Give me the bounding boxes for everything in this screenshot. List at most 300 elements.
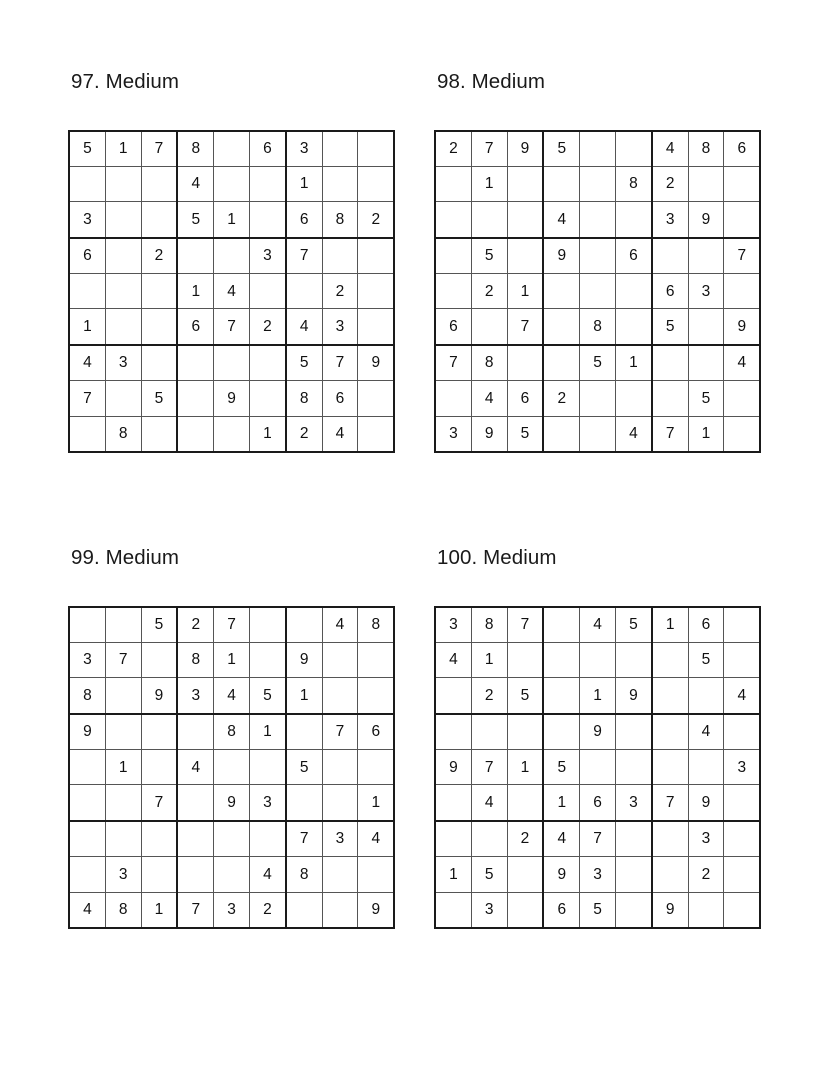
sudoku-cell[interactable] xyxy=(322,785,358,821)
sudoku-cell[interactable]: 1 xyxy=(214,202,250,238)
sudoku-cell[interactable]: 5 xyxy=(652,309,688,345)
sudoku-cell[interactable] xyxy=(249,345,285,381)
sudoku-cell[interactable] xyxy=(435,238,471,274)
sudoku-cell[interactable] xyxy=(543,166,579,201)
sudoku-cell[interactable] xyxy=(322,131,358,167)
sudoku-cell[interactable]: 7 xyxy=(214,607,250,643)
sudoku-cell[interactable] xyxy=(435,821,471,857)
sudoku-grid[interactable] xyxy=(434,606,761,930)
sudoku-cell[interactable] xyxy=(177,238,213,274)
sudoku-cell[interactable]: 4 xyxy=(580,607,616,643)
sudoku-cell[interactable]: 4 xyxy=(435,642,471,677)
sudoku-cell[interactable]: 2 xyxy=(141,238,177,274)
sudoku-cell[interactable]: 7 xyxy=(141,785,177,821)
sudoku-cell[interactable]: 7 xyxy=(214,309,250,345)
sudoku-cell[interactable] xyxy=(507,166,543,201)
sudoku-cell[interactable]: 7 xyxy=(471,131,507,167)
sudoku-cell[interactable] xyxy=(652,857,688,892)
sudoku-cell[interactable]: 9 xyxy=(580,714,616,750)
sudoku-cell[interactable] xyxy=(358,678,394,714)
sudoku-cell[interactable]: 1 xyxy=(105,131,141,167)
sudoku-cell[interactable] xyxy=(471,309,507,345)
sudoku-cell[interactable] xyxy=(358,857,394,892)
sudoku-cell[interactable]: 7 xyxy=(69,381,105,416)
sudoku-cell[interactable] xyxy=(580,166,616,201)
sudoku-cell[interactable]: 5 xyxy=(688,381,724,416)
sudoku-cell[interactable] xyxy=(358,381,394,416)
sudoku-cell[interactable]: 8 xyxy=(286,857,322,892)
sudoku-cell[interactable]: 3 xyxy=(688,274,724,309)
sudoku-cell[interactable] xyxy=(249,642,285,677)
sudoku-cell[interactable]: 3 xyxy=(249,238,285,274)
sudoku-cell[interactable]: 2 xyxy=(435,131,471,167)
sudoku-cell[interactable] xyxy=(358,238,394,274)
sudoku-cell[interactable]: 6 xyxy=(652,274,688,309)
sudoku-cell[interactable] xyxy=(249,274,285,309)
sudoku-cell[interactable]: 6 xyxy=(177,309,213,345)
sudoku-cell[interactable] xyxy=(688,892,724,928)
sudoku-cell[interactable] xyxy=(724,892,760,928)
sudoku-cell[interactable] xyxy=(322,678,358,714)
sudoku-cell[interactable] xyxy=(652,678,688,714)
sudoku-cell[interactable]: 9 xyxy=(214,785,250,821)
sudoku-cell[interactable]: 9 xyxy=(214,381,250,416)
sudoku-cell[interactable] xyxy=(435,678,471,714)
sudoku-cell[interactable] xyxy=(141,309,177,345)
sudoku-cell[interactable]: 6 xyxy=(322,381,358,416)
sudoku-cell[interactable] xyxy=(507,785,543,821)
sudoku-cell[interactable] xyxy=(724,416,760,452)
sudoku-cell[interactable] xyxy=(543,274,579,309)
sudoku-cell[interactable]: 4 xyxy=(69,345,105,381)
sudoku-cell[interactable]: 4 xyxy=(615,416,651,452)
sudoku-cell[interactable] xyxy=(214,238,250,274)
sudoku-cell[interactable] xyxy=(688,345,724,381)
sudoku-cell[interactable]: 1 xyxy=(471,166,507,201)
sudoku-cell[interactable]: 5 xyxy=(507,416,543,452)
sudoku-cell[interactable] xyxy=(105,309,141,345)
sudoku-cell[interactable] xyxy=(435,274,471,309)
sudoku-cell[interactable]: 1 xyxy=(507,750,543,785)
sudoku-cell[interactable]: 7 xyxy=(580,821,616,857)
sudoku-cell[interactable]: 8 xyxy=(105,892,141,928)
sudoku-cell[interactable]: 5 xyxy=(69,131,105,167)
sudoku-cell[interactable] xyxy=(652,642,688,677)
sudoku-cell[interactable]: 6 xyxy=(358,714,394,750)
sudoku-cell[interactable]: 4 xyxy=(724,678,760,714)
sudoku-cell[interactable] xyxy=(249,202,285,238)
sudoku-cell[interactable]: 6 xyxy=(615,238,651,274)
sudoku-cell[interactable] xyxy=(507,642,543,677)
sudoku-cell[interactable] xyxy=(615,892,651,928)
sudoku-cell[interactable]: 8 xyxy=(471,345,507,381)
sudoku-cell[interactable]: 7 xyxy=(322,345,358,381)
sudoku-cell[interactable] xyxy=(105,678,141,714)
sudoku-cell[interactable]: 5 xyxy=(249,678,285,714)
sudoku-cell[interactable] xyxy=(286,607,322,643)
sudoku-cell[interactable] xyxy=(435,892,471,928)
sudoku-cell[interactable]: 9 xyxy=(358,345,394,381)
sudoku-cell[interactable]: 1 xyxy=(358,785,394,821)
sudoku-cell[interactable] xyxy=(141,166,177,201)
sudoku-cell[interactable]: 9 xyxy=(724,309,760,345)
sudoku-cell[interactable] xyxy=(615,857,651,892)
sudoku-cell[interactable] xyxy=(652,821,688,857)
sudoku-cell[interactable] xyxy=(543,678,579,714)
sudoku-cell[interactable] xyxy=(286,274,322,309)
sudoku-cell[interactable] xyxy=(507,202,543,238)
sudoku-cell[interactable]: 5 xyxy=(471,857,507,892)
sudoku-cell[interactable] xyxy=(688,238,724,274)
sudoku-cell[interactable] xyxy=(724,714,760,750)
sudoku-cell[interactable]: 4 xyxy=(177,750,213,785)
sudoku-cell[interactable]: 5 xyxy=(286,345,322,381)
sudoku-cell[interactable]: 2 xyxy=(286,416,322,452)
sudoku-cell[interactable]: 9 xyxy=(688,202,724,238)
sudoku-cell[interactable]: 5 xyxy=(286,750,322,785)
sudoku-cell[interactable]: 3 xyxy=(69,202,105,238)
sudoku-cell[interactable] xyxy=(177,345,213,381)
sudoku-cell[interactable]: 2 xyxy=(688,857,724,892)
sudoku-cell[interactable]: 1 xyxy=(286,678,322,714)
sudoku-cell[interactable]: 3 xyxy=(435,607,471,643)
sudoku-cell[interactable] xyxy=(286,892,322,928)
sudoku-cell[interactable]: 5 xyxy=(580,892,616,928)
sudoku-cell[interactable] xyxy=(471,714,507,750)
sudoku-cell[interactable] xyxy=(543,642,579,677)
sudoku-cell[interactable] xyxy=(141,857,177,892)
sudoku-cell[interactable]: 5 xyxy=(177,202,213,238)
sudoku-cell[interactable]: 8 xyxy=(471,607,507,643)
sudoku-cell[interactable] xyxy=(105,274,141,309)
sudoku-cell[interactable] xyxy=(580,202,616,238)
sudoku-cell[interactable]: 5 xyxy=(543,750,579,785)
sudoku-cell[interactable] xyxy=(177,857,213,892)
sudoku-cell[interactable] xyxy=(358,131,394,167)
sudoku-cell[interactable]: 2 xyxy=(507,821,543,857)
sudoku-cell[interactable] xyxy=(358,642,394,677)
sudoku-cell[interactable] xyxy=(580,274,616,309)
sudoku-cell[interactable]: 8 xyxy=(615,166,651,201)
sudoku-cell[interactable] xyxy=(249,821,285,857)
sudoku-cell[interactable]: 2 xyxy=(652,166,688,201)
sudoku-cell[interactable]: 8 xyxy=(322,202,358,238)
sudoku-cell[interactable]: 7 xyxy=(286,821,322,857)
sudoku-cell[interactable]: 7 xyxy=(105,642,141,677)
sudoku-cell[interactable] xyxy=(105,821,141,857)
sudoku-cell[interactable]: 7 xyxy=(652,785,688,821)
sudoku-cell[interactable] xyxy=(435,785,471,821)
sudoku-cell[interactable] xyxy=(435,166,471,201)
sudoku-cell[interactable] xyxy=(688,750,724,785)
sudoku-cell[interactable]: 8 xyxy=(214,714,250,750)
sudoku-cell[interactable]: 1 xyxy=(507,274,543,309)
sudoku-cell[interactable] xyxy=(141,714,177,750)
sudoku-cell[interactable] xyxy=(580,131,616,167)
sudoku-cell[interactable] xyxy=(322,750,358,785)
sudoku-cell[interactable] xyxy=(507,857,543,892)
sudoku-cell[interactable] xyxy=(141,274,177,309)
sudoku-cell[interactable] xyxy=(214,131,250,167)
sudoku-cell[interactable] xyxy=(507,714,543,750)
sudoku-cell[interactable]: 6 xyxy=(286,202,322,238)
sudoku-cell[interactable]: 8 xyxy=(286,381,322,416)
sudoku-cell[interactable] xyxy=(177,381,213,416)
sudoku-cell[interactable]: 2 xyxy=(249,892,285,928)
sudoku-cell[interactable] xyxy=(69,416,105,452)
sudoku-cell[interactable]: 8 xyxy=(177,131,213,167)
sudoku-cell[interactable]: 3 xyxy=(286,131,322,167)
sudoku-cell[interactable]: 2 xyxy=(177,607,213,643)
sudoku-cell[interactable]: 6 xyxy=(69,238,105,274)
sudoku-grid[interactable] xyxy=(68,606,395,930)
sudoku-cell[interactable]: 6 xyxy=(688,607,724,643)
sudoku-cell[interactable] xyxy=(249,750,285,785)
sudoku-cell[interactable]: 9 xyxy=(543,238,579,274)
sudoku-cell[interactable]: 7 xyxy=(177,892,213,928)
sudoku-cell[interactable]: 1 xyxy=(688,416,724,452)
sudoku-cell[interactable]: 4 xyxy=(471,785,507,821)
sudoku-cell[interactable] xyxy=(724,821,760,857)
sudoku-cell[interactable]: 1 xyxy=(615,345,651,381)
sudoku-cell[interactable]: 1 xyxy=(177,274,213,309)
sudoku-cell[interactable]: 9 xyxy=(286,642,322,677)
sudoku-cell[interactable]: 1 xyxy=(214,642,250,677)
sudoku-cell[interactable]: 4 xyxy=(214,274,250,309)
sudoku-cell[interactable] xyxy=(652,345,688,381)
sudoku-cell[interactable]: 7 xyxy=(652,416,688,452)
sudoku-cell[interactable] xyxy=(688,678,724,714)
sudoku-cell[interactable]: 3 xyxy=(652,202,688,238)
sudoku-cell[interactable] xyxy=(615,821,651,857)
sudoku-cell[interactable] xyxy=(724,785,760,821)
sudoku-cell[interactable] xyxy=(580,642,616,677)
sudoku-cell[interactable]: 5 xyxy=(141,381,177,416)
sudoku-cell[interactable] xyxy=(105,238,141,274)
sudoku-grid[interactable] xyxy=(434,130,761,454)
sudoku-cell[interactable]: 6 xyxy=(543,892,579,928)
sudoku-cell[interactable]: 1 xyxy=(543,785,579,821)
sudoku-cell[interactable]: 4 xyxy=(471,381,507,416)
sudoku-cell[interactable]: 5 xyxy=(688,642,724,677)
sudoku-cell[interactable]: 3 xyxy=(177,678,213,714)
sudoku-cell[interactable]: 4 xyxy=(286,309,322,345)
sudoku-cell[interactable] xyxy=(286,785,322,821)
sudoku-cell[interactable]: 7 xyxy=(141,131,177,167)
sudoku-cell[interactable] xyxy=(615,714,651,750)
sudoku-cell[interactable]: 3 xyxy=(249,785,285,821)
sudoku-cell[interactable] xyxy=(615,131,651,167)
sudoku-cell[interactable] xyxy=(724,857,760,892)
sudoku-cell[interactable]: 2 xyxy=(249,309,285,345)
sudoku-cell[interactable]: 8 xyxy=(177,642,213,677)
sudoku-cell[interactable] xyxy=(724,607,760,643)
sudoku-cell[interactable] xyxy=(177,416,213,452)
sudoku-cell[interactable]: 3 xyxy=(471,892,507,928)
sudoku-cell[interactable] xyxy=(177,785,213,821)
sudoku-cell[interactable] xyxy=(580,238,616,274)
sudoku-cell[interactable] xyxy=(141,345,177,381)
sudoku-cell[interactable] xyxy=(471,202,507,238)
sudoku-cell[interactable] xyxy=(358,309,394,345)
sudoku-cell[interactable]: 1 xyxy=(105,750,141,785)
sudoku-cell[interactable] xyxy=(358,416,394,452)
sudoku-cell[interactable] xyxy=(214,345,250,381)
sudoku-cell[interactable]: 6 xyxy=(249,131,285,167)
sudoku-cell[interactable] xyxy=(322,642,358,677)
sudoku-cell[interactable]: 3 xyxy=(580,857,616,892)
sudoku-cell[interactable] xyxy=(580,750,616,785)
sudoku-cell[interactable]: 4 xyxy=(543,821,579,857)
sudoku-cell[interactable]: 8 xyxy=(105,416,141,452)
sudoku-cell[interactable]: 8 xyxy=(69,678,105,714)
sudoku-cell[interactable] xyxy=(615,274,651,309)
sudoku-cell[interactable] xyxy=(507,345,543,381)
sudoku-cell[interactable]: 7 xyxy=(435,345,471,381)
sudoku-cell[interactable]: 5 xyxy=(543,131,579,167)
sudoku-cell[interactable] xyxy=(177,714,213,750)
sudoku-cell[interactable]: 9 xyxy=(652,892,688,928)
sudoku-cell[interactable]: 4 xyxy=(358,821,394,857)
sudoku-cell[interactable]: 9 xyxy=(471,416,507,452)
sudoku-cell[interactable]: 5 xyxy=(507,678,543,714)
sudoku-cell[interactable] xyxy=(358,750,394,785)
sudoku-cell[interactable]: 7 xyxy=(322,714,358,750)
sudoku-cell[interactable]: 7 xyxy=(724,238,760,274)
sudoku-cell[interactable] xyxy=(580,381,616,416)
sudoku-cell[interactable]: 1 xyxy=(69,309,105,345)
sudoku-cell[interactable] xyxy=(358,166,394,201)
sudoku-cell[interactable] xyxy=(507,892,543,928)
sudoku-cell[interactable]: 6 xyxy=(724,131,760,167)
sudoku-cell[interactable]: 1 xyxy=(580,678,616,714)
sudoku-cell[interactable]: 3 xyxy=(105,345,141,381)
sudoku-cell[interactable]: 2 xyxy=(471,678,507,714)
sudoku-cell[interactable]: 4 xyxy=(249,857,285,892)
sudoku-cell[interactable]: 3 xyxy=(322,309,358,345)
sudoku-cell[interactable]: 4 xyxy=(724,345,760,381)
sudoku-cell[interactable]: 2 xyxy=(471,274,507,309)
sudoku-cell[interactable] xyxy=(69,857,105,892)
sudoku-cell[interactable] xyxy=(652,381,688,416)
sudoku-cell[interactable]: 4 xyxy=(652,131,688,167)
sudoku-cell[interactable] xyxy=(688,166,724,201)
sudoku-cell[interactable]: 4 xyxy=(177,166,213,201)
sudoku-cell[interactable] xyxy=(214,821,250,857)
sudoku-cell[interactable]: 5 xyxy=(580,345,616,381)
sudoku-cell[interactable]: 9 xyxy=(141,678,177,714)
sudoku-cell[interactable] xyxy=(652,238,688,274)
sudoku-cell[interactable] xyxy=(615,381,651,416)
sudoku-cell[interactable]: 7 xyxy=(507,309,543,345)
sudoku-cell[interactable] xyxy=(105,202,141,238)
sudoku-cell[interactable] xyxy=(435,381,471,416)
sudoku-cell[interactable] xyxy=(688,309,724,345)
sudoku-cell[interactable] xyxy=(105,166,141,201)
sudoku-cell[interactable] xyxy=(615,202,651,238)
sudoku-cell[interactable] xyxy=(543,345,579,381)
sudoku-cell[interactable]: 3 xyxy=(688,821,724,857)
sudoku-cell[interactable]: 4 xyxy=(214,678,250,714)
sudoku-cell[interactable] xyxy=(724,274,760,309)
sudoku-cell[interactable] xyxy=(724,202,760,238)
sudoku-cell[interactable] xyxy=(435,202,471,238)
sudoku-cell[interactable] xyxy=(724,642,760,677)
sudoku-cell[interactable]: 2 xyxy=(322,274,358,309)
sudoku-cell[interactable]: 5 xyxy=(615,607,651,643)
sudoku-cell[interactable]: 6 xyxy=(435,309,471,345)
sudoku-cell[interactable] xyxy=(615,309,651,345)
sudoku-cell[interactable]: 9 xyxy=(688,785,724,821)
sudoku-cell[interactable]: 1 xyxy=(141,892,177,928)
sudoku-cell[interactable]: 7 xyxy=(471,750,507,785)
sudoku-cell[interactable] xyxy=(724,381,760,416)
sudoku-cell[interactable] xyxy=(322,238,358,274)
sudoku-cell[interactable] xyxy=(652,750,688,785)
sudoku-cell[interactable] xyxy=(69,821,105,857)
sudoku-cell[interactable]: 1 xyxy=(652,607,688,643)
sudoku-cell[interactable]: 7 xyxy=(507,607,543,643)
sudoku-cell[interactable]: 9 xyxy=(543,857,579,892)
sudoku-cell[interactable] xyxy=(543,607,579,643)
sudoku-cell[interactable] xyxy=(652,714,688,750)
sudoku-cell[interactable]: 9 xyxy=(507,131,543,167)
sudoku-cell[interactable]: 1 xyxy=(471,642,507,677)
sudoku-cell[interactable] xyxy=(249,607,285,643)
sudoku-cell[interactable] xyxy=(141,202,177,238)
sudoku-cell[interactable] xyxy=(507,238,543,274)
sudoku-cell[interactable] xyxy=(141,416,177,452)
sudoku-cell[interactable]: 9 xyxy=(435,750,471,785)
sudoku-cell[interactable] xyxy=(105,607,141,643)
sudoku-cell[interactable] xyxy=(177,821,213,857)
sudoku-cell[interactable]: 8 xyxy=(358,607,394,643)
sudoku-cell[interactable] xyxy=(322,166,358,201)
sudoku-cell[interactable] xyxy=(141,750,177,785)
sudoku-cell[interactable]: 8 xyxy=(688,131,724,167)
sudoku-cell[interactable] xyxy=(105,381,141,416)
sudoku-cell[interactable]: 3 xyxy=(105,857,141,892)
sudoku-cell[interactable]: 9 xyxy=(371,901,381,919)
sudoku-cell[interactable] xyxy=(214,166,250,201)
sudoku-cell[interactable] xyxy=(69,785,105,821)
sudoku-cell[interactable]: 6 xyxy=(507,381,543,416)
sudoku-cell[interactable]: 1 xyxy=(249,416,285,452)
sudoku-cell[interactable]: 9 xyxy=(69,714,105,750)
sudoku-cell[interactable] xyxy=(615,642,651,677)
sudoku-cell[interactable] xyxy=(471,821,507,857)
sudoku-cell[interactable]: 4 xyxy=(688,714,724,750)
sudoku-grid[interactable] xyxy=(68,130,395,454)
sudoku-cell[interactable]: 4 xyxy=(322,416,358,452)
sudoku-cell[interactable]: 3 xyxy=(435,416,471,452)
sudoku-cell[interactable] xyxy=(724,166,760,201)
sudoku-cell[interactable]: 6 xyxy=(580,785,616,821)
sudoku-cell[interactable] xyxy=(249,166,285,201)
sudoku-cell[interactable]: 2 xyxy=(358,202,394,238)
sudoku-cell[interactable] xyxy=(249,381,285,416)
sudoku-cell[interactable] xyxy=(141,821,177,857)
sudoku-cell[interactable]: 3 xyxy=(214,892,250,928)
sudoku-cell[interactable]: 2 xyxy=(543,381,579,416)
sudoku-cell[interactable] xyxy=(358,274,394,309)
sudoku-cell[interactable] xyxy=(286,714,322,750)
sudoku-cell[interactable] xyxy=(69,274,105,309)
sudoku-cell[interactable] xyxy=(322,892,358,928)
sudoku-cell[interactable] xyxy=(435,714,471,750)
sudoku-cell[interactable] xyxy=(322,857,358,892)
sudoku-cell[interactable]: 4 xyxy=(69,892,105,928)
